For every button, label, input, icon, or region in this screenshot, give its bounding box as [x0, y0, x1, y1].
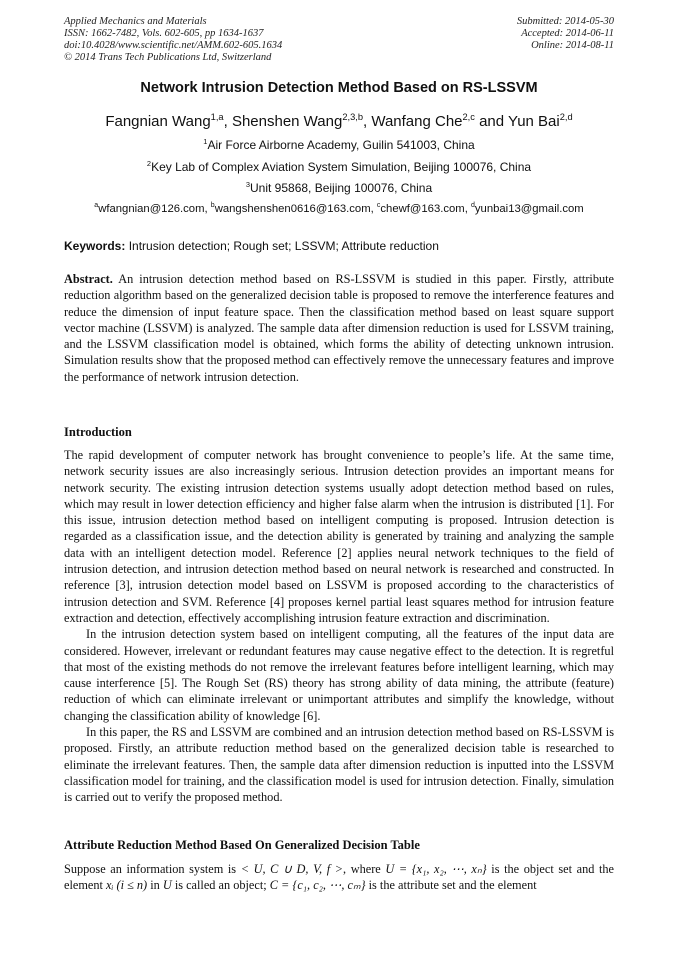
abstract-label: Abstract.	[64, 272, 113, 286]
section-heading: Attribute Reduction Method Based On Generalized Decision Table	[64, 838, 420, 852]
author-sup: 2,d	[559, 112, 573, 122]
keywords	[64, 239, 439, 253]
author-name: Shenshen Wang	[231, 113, 343, 130]
online-date: Online: 2014-08-11	[531, 40, 614, 51]
author-name: Yun Bai	[508, 113, 560, 130]
abstract-text: An intrusion detection method based on RS-LSSVM is studied in this paper. Firstly, attribute reduction algorithm based on the generalized decision table is proposed to remove the interference features and reduce the dimension of input feature space. Then the classification method based on least square support vector machine (LSSVM) is analyzed. The sample data after dimension reduction is used for LSSVM training, and the LSSVM classification model is obtained, which forms the ability of detecting unknown intrusion. Simulation results show that the proposed method can effectively remove the unnecessary features and improve the performance of network intrusion detection.	[64, 272, 614, 384]
doi-line: doi:10.4028/www.scientific.net/AMM.602-605.1634	[64, 40, 283, 51]
journal-name: Applied Mechanics and Materials	[64, 16, 207, 27]
author-name: Fangnian Wang	[105, 113, 211, 130]
email-list: $^a$wfangnian@126.com, $^b$wangshenshen0616@163.com, $^c$chewf@163.com, $^d$yunbai13@gmail.com	[94, 202, 584, 215]
email-link[interactable]: wfangnian@126.com	[98, 203, 205, 215]
author-sup: 1,a	[210, 112, 224, 122]
paragraph: The rapid development of computer network has brought convenience to people’s life. At the same time, network security issues are also increasingly serious. Intrusion detection provides an important means for network security. The existing intrusion detection systems usually adopt detection method based on rules, which may result in lower detection efficiency and higher false alarm when the intrusion is distributed [1]. For this issue, intrusion detection method based on intelligent computing is proposed. Intrusion detection is regarded as a classification issue, and the detection ability is generated by training and analyzing the sample data with an intelligent detection model. Reference [2] applies neural network techniques to the field of intrusion detection, and intrusion detection method based on neural network is researched and constructed. In reference [3], intrusion detection model based on LSSVM is proposed according to the characteristics of intrusion detection and SVM. Reference [4] proposes kernel partial least squares method for intrusion feature extraction and detection, effectively accomplishing intrusion feature extraction and discrimination.	[64, 448, 614, 625]
math-expression: U = {x₁, x₂, ⋯, xₙ}	[385, 862, 487, 876]
abstract	[64, 271, 614, 385]
keywords-label: Keywords:	[64, 239, 126, 253]
dates-info	[517, 16, 614, 52]
introduction-body	[64, 447, 614, 806]
math-expression: C = {c₁, c₂, ⋯, cₘ}	[269, 878, 366, 893]
keywords-text: Intrusion detection; Rough set; LSSVM; Attribute reduction	[128, 239, 439, 253]
affiliation: $^3$Unit 95868, Beijing 100076, China	[245, 180, 433, 195]
journal-info	[64, 16, 282, 64]
paragraph: In the intrusion detection system based on intelligent computing, all the features of the input data are considered. However, irrelevant or redundant features may cause negative effect to the detection. It is regretful that most of the existing methods do not remove the irrelevant features before intelligent learning, which may cause interference [5]. The Rough Set (RS) theory has strong ability of data mining, the attribute (feature) reduction of which can eliminate irrelevant or unimportant attributes and simplify the knowledge, without changing the classification ability of knowledge [6].	[64, 627, 614, 723]
email-link[interactable]: yunbai13@gmail.com	[474, 203, 584, 215]
submitted-date: Submitted: 2014-05-30	[516, 16, 614, 27]
paper-title: Network Intrusion Detection Method Based on RS-LSSVM	[140, 80, 538, 96]
author-name: Wanfang Che	[371, 113, 463, 130]
email-link[interactable]: chewf@163.com	[380, 203, 465, 215]
paragraph: In this paper, the RS and LSSVM are combined and an intrusion detection method based on RS-LSSVM is proposed. Firstly, an attribute reduction method based on the generalized decision table is researched to eliminate the irrelevant features. Then, the sample data after dimension reduction is inputted into the LSSVM classification model for training, and the classification model is used for intrusion detection. Finally, simulation is carried out to verify the proposed method.	[64, 725, 614, 805]
math-expression: < U, C ∪ D, V, f >	[240, 862, 344, 876]
email-link[interactable]: wangshenshen0616@163.com	[214, 203, 371, 215]
author-sup: 2,c	[462, 112, 475, 122]
section2-body	[64, 861, 614, 894]
accepted-date: Accepted: 2014-06-11	[521, 28, 614, 39]
issn-line: ISSN: 1662-7482, Vols. 602-605, pp 1634-1637	[64, 28, 264, 39]
author-sup: 2,3,b	[342, 112, 363, 122]
paragraph: Suppose an information system is < U, C ∪ D, V, f >, where U = {x₁, x₂, ⋯, xₙ} is the object set and the element xᵢ (i ≤ n) in U is called an object; C = {c₁, c₂, ⋯, cₘ} is the attribute set and the element	[64, 862, 615, 893]
math-expression: U	[162, 878, 172, 893]
section-heading: Introduction	[64, 425, 132, 439]
copyright-line: © 2014 Trans Tech Publications Ltd, Switzerland	[64, 52, 272, 63]
math-expression: xᵢ (i ≤ n)	[106, 878, 148, 893]
author-list: Fangnian Wang$^{1,a}$, Shenshen Wang$^{2,3,b}$, Wanfang Che$^{2,c}$ and Yun Bai$^{2,d}$	[105, 112, 573, 130]
affiliation: $^1$Air Force Airborne Academy, Guilin 541003, China	[203, 137, 475, 152]
affiliation: $^2$Key Lab of Complex Aviation System Simulation, Beijing 100076, China	[146, 159, 532, 174]
